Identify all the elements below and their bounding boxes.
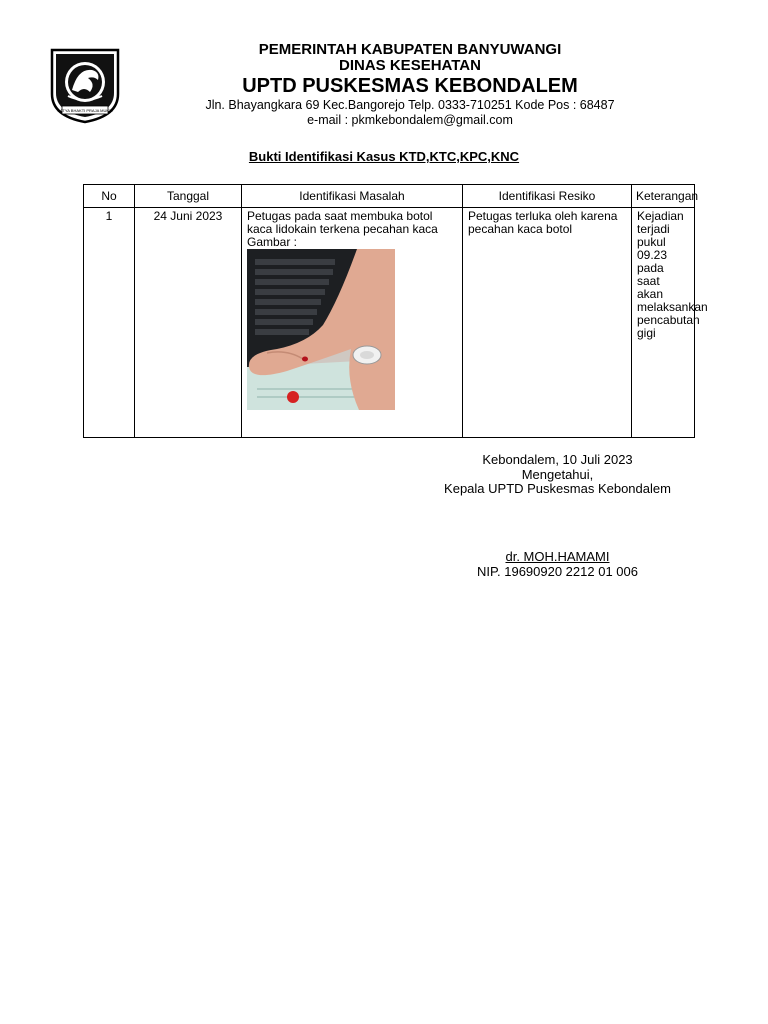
regency-emblem-logo xyxy=(48,46,122,124)
injury-photo xyxy=(247,249,395,410)
masalah-text: Petugas pada saat membuka botol kaca lidokain terkena pecahan kaca xyxy=(247,209,438,236)
header-keterangan: Keterangan xyxy=(632,185,695,208)
gambar-label: Gambar : xyxy=(247,235,298,249)
table-header-row xyxy=(84,185,695,208)
address-line: Jln. Bhayangkara 69 Kec.Bangorejo Telp. 0333-710251 Kode Pos : 68487 xyxy=(205,98,615,112)
header-identifikasi-masalah: Identifikasi Masalah xyxy=(242,185,463,208)
header-no: No xyxy=(84,185,135,208)
cell-identifikasi-resiko: Petugas terluka oleh karena pecahan kaca botol xyxy=(463,208,632,438)
government-name: PEMERINTAH KABUPATEN BANYUWANGI xyxy=(258,41,562,58)
place-date: Kebondalem, 10 Juli 2023 xyxy=(482,452,633,467)
acknowledged-label: Mengetahui, xyxy=(521,466,594,482)
table-row xyxy=(84,208,695,438)
signature-block-top xyxy=(400,453,715,497)
header-tanggal: Tanggal xyxy=(135,185,242,208)
document-title: Bukti Identifikasi Kasus KTD,KTC,KPC,KNC xyxy=(248,149,520,164)
cell-no: 1 xyxy=(84,208,135,438)
signer-position: Kepala UPTD Puskesmas Kebondalem xyxy=(444,481,671,496)
signer-nip: NIP. 19690920 2212 01 006 xyxy=(477,563,638,579)
signature-block-bottom xyxy=(400,550,715,579)
department-name: DINAS KESEHATAN xyxy=(339,57,481,74)
header-identifikasi-resiko: Identifikasi Resiko xyxy=(463,185,632,208)
incident-table xyxy=(83,184,708,438)
letterhead xyxy=(140,42,680,128)
signer-name: dr. MOH.HAMAMI xyxy=(505,549,610,564)
cell-identifikasi-masalah xyxy=(242,208,463,438)
institution-name: UPTD PUSKESMAS KEBONDALEM xyxy=(242,75,578,97)
cell-keterangan: Kejadian terjadi pukul 09.23 pada saat akan melaksankan pencabutan gigi xyxy=(632,208,695,438)
email-line: e-mail : pkmkebondalem@gmail.com xyxy=(307,113,513,127)
logo-motto: SATYA BHAKTI PRAJA MUKTI xyxy=(57,108,113,113)
cell-tanggal: 24 Juni 2023 xyxy=(135,208,242,438)
